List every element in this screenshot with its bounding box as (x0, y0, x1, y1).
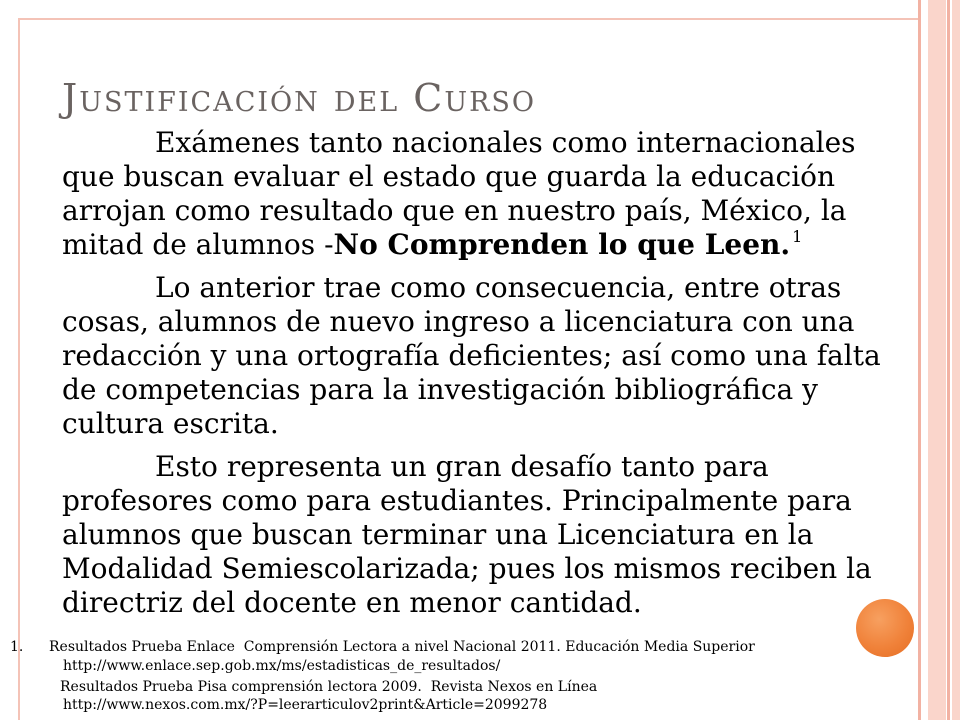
footnote-marker: 1. (10, 639, 24, 655)
paragraph-text: mitad de alumnos - (62, 228, 334, 261)
paragraph-line: de competencias para la investigación bibliográfica y (62, 373, 818, 406)
paragraph-line: profesores como para estudiantes. Principalmente para (62, 484, 852, 517)
bold-emphasis: No Comprenden lo que Leen. (333, 228, 791, 261)
footnote-reference: 1 (792, 227, 803, 246)
footnote (0, 638, 900, 714)
footnote-source: Resultados Prueba Enlace Comprensión Lectora a nivel Nacional 2011. Educación Media Superior (49, 639, 755, 655)
right-edge-stripe (952, 0, 960, 720)
paragraph-2 (62, 271, 912, 441)
paragraph-3 (62, 450, 912, 620)
right-edge-stripe (928, 0, 946, 720)
footnote-source: Resultados Prueba Pisa comprensión lectora 2009. Revista Nexos en Línea (60, 679, 598, 695)
paragraph-line: que buscan evaluar el estado que guarda la educación (62, 160, 836, 193)
paragraph-line: Modalidad Semiescolarizada; pues los mismos reciben la (62, 552, 872, 585)
paragraph-line: arrojan como resultado que en nuestro país, México, la (62, 194, 847, 227)
paragraph-line: redacción y una ortografía deficientes; así como una falta (62, 339, 881, 372)
footnote-url: http://www.nexos.com.mx/?P=leerarticulov2print&Article=2099278 (63, 697, 548, 713)
right-edge-stripe (918, 0, 921, 720)
paragraph-line: Esto representa un gran desafío tanto para (155, 450, 769, 483)
slide-body (62, 126, 912, 629)
paragraph-line: cosas, alumnos de nuevo ingreso a licenciatura con una (62, 305, 855, 338)
footnote-url: http://www.enlace.sep.gob.mx/ms/estadisticas_de_resultados/ (63, 658, 501, 674)
right-edge-stripe (947, 0, 950, 720)
slide-title: Justificación del Curso (62, 76, 537, 120)
paragraph-line: Lo anterior trae como consecuencia, entre otras (155, 271, 842, 304)
paragraph-1 (62, 126, 912, 262)
paragraph-line: alumnos que buscan terminar una Licenciatura en la (62, 518, 814, 551)
footnote-entry (0, 638, 900, 657)
paragraph-line: cultura escrita. (62, 407, 279, 440)
paragraph-line: directriz del docente en menor cantidad. (62, 586, 642, 619)
paragraph-line: Exámenes tanto nacionales como internacionales (155, 126, 856, 159)
paragraph-line (62, 228, 912, 262)
